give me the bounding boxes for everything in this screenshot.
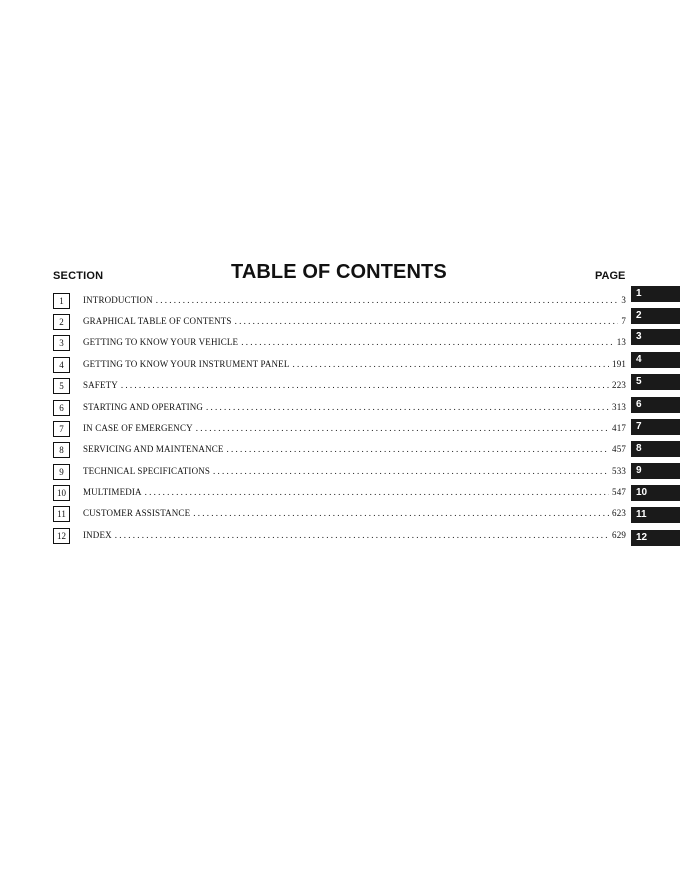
toc-entry[interactable] bbox=[83, 295, 626, 309]
toc-entry[interactable] bbox=[83, 466, 626, 480]
toc-row-6[interactable] bbox=[0, 397, 680, 417]
toc-entry[interactable] bbox=[83, 402, 626, 416]
toc-entry-page: 223 bbox=[612, 380, 626, 390]
toc-entry-page: 191 bbox=[612, 359, 626, 369]
toc-entry-page: 629 bbox=[612, 530, 626, 540]
section-column-label: SECTION bbox=[53, 270, 104, 282]
section-tab[interactable]: 4 bbox=[631, 352, 680, 368]
section-number-box: 6 bbox=[53, 400, 70, 416]
toc-entry-title[interactable]: CUSTOMER ASSISTANCE bbox=[83, 508, 191, 518]
toc-entry[interactable] bbox=[83, 508, 626, 522]
toc-entry-title[interactable]: MULTIMEDIA bbox=[83, 487, 142, 497]
section-number-box: 12 bbox=[53, 528, 70, 544]
toc-row-1[interactable] bbox=[0, 290, 680, 310]
toc-row-12[interactable] bbox=[0, 525, 680, 545]
toc-entry-title[interactable]: TECHNICAL SPECIFICATIONS bbox=[83, 466, 211, 476]
toc-row-2[interactable] bbox=[0, 311, 680, 331]
section-tab[interactable]: 5 bbox=[631, 374, 680, 390]
toc-entry[interactable] bbox=[83, 337, 626, 351]
toc-row-3[interactable] bbox=[0, 332, 680, 352]
section-number-box: 4 bbox=[53, 357, 70, 373]
section-number-box: 7 bbox=[53, 421, 70, 437]
toc-entry-title[interactable]: GETTING TO KNOW YOUR VEHICLE bbox=[83, 337, 239, 347]
section-number-box: 1 bbox=[53, 293, 70, 309]
dot-leader bbox=[206, 402, 609, 412]
toc-entry-page: 7 bbox=[621, 316, 626, 326]
section-number-box: 5 bbox=[53, 378, 70, 394]
section-tab[interactable]: 9 bbox=[631, 463, 680, 479]
toc-entry-title[interactable]: SERVICING AND MAINTENANCE bbox=[83, 444, 224, 454]
section-tab[interactable]: 12 bbox=[631, 530, 680, 546]
toc-entry-title[interactable]: STARTING AND OPERATING bbox=[83, 402, 204, 412]
dot-leader bbox=[235, 316, 619, 326]
section-tab[interactable]: 10 bbox=[631, 485, 680, 501]
section-number-box: 2 bbox=[53, 314, 70, 330]
toc-entry[interactable] bbox=[83, 380, 626, 394]
toc-entry-title[interactable]: GRAPHICAL TABLE OF CONTENTS bbox=[83, 316, 232, 326]
toc-entry-page: 417 bbox=[612, 423, 626, 433]
toc-entry-title[interactable]: INDEX bbox=[83, 530, 112, 540]
section-number-box: 11 bbox=[53, 506, 70, 522]
section-tab[interactable]: 3 bbox=[631, 329, 680, 345]
toc-entry-title[interactable]: GETTING TO KNOW YOUR INSTRUMENT PANEL bbox=[83, 359, 290, 369]
toc-entry[interactable] bbox=[83, 423, 626, 437]
section-tab[interactable]: 1 bbox=[631, 286, 680, 302]
section-tab[interactable]: 6 bbox=[631, 397, 680, 413]
section-number-box: 3 bbox=[53, 335, 70, 351]
dot-leader bbox=[145, 487, 609, 497]
dot-leader bbox=[193, 508, 609, 518]
section-number-box: 10 bbox=[53, 485, 70, 501]
dot-leader bbox=[213, 466, 609, 476]
toc-entry-title[interactable]: INTRODUCTION bbox=[83, 295, 153, 305]
toc-entry[interactable] bbox=[83, 359, 626, 373]
dot-leader bbox=[156, 295, 619, 305]
toc-row-9[interactable] bbox=[0, 461, 680, 481]
dot-leader bbox=[227, 444, 610, 454]
toc-row-10[interactable] bbox=[0, 482, 680, 502]
toc-row-11[interactable] bbox=[0, 503, 680, 523]
toc-entry[interactable] bbox=[83, 444, 626, 458]
dot-leader bbox=[115, 530, 609, 540]
page-title: TABLE OF CONTENTS bbox=[231, 261, 447, 283]
dot-leader bbox=[121, 380, 609, 390]
toc-entry-page: 547 bbox=[612, 487, 626, 497]
toc-entry-page: 623 bbox=[612, 508, 626, 518]
toc-entry[interactable] bbox=[83, 530, 626, 544]
section-tab[interactable]: 8 bbox=[631, 441, 680, 457]
dot-leader bbox=[292, 359, 609, 369]
toc-entry-page: 457 bbox=[612, 444, 626, 454]
page-column-label: PAGE bbox=[595, 270, 626, 282]
toc-row-7[interactable] bbox=[0, 418, 680, 438]
toc-row-8[interactable] bbox=[0, 439, 680, 459]
section-tab[interactable]: 2 bbox=[631, 308, 680, 324]
toc-entry-page: 13 bbox=[616, 337, 626, 347]
toc-entry-title[interactable]: IN CASE OF EMERGENCY bbox=[83, 423, 193, 433]
toc-row-4[interactable] bbox=[0, 354, 680, 374]
toc-entry-page: 533 bbox=[612, 466, 626, 476]
section-tab[interactable]: 7 bbox=[631, 419, 680, 435]
toc-entry[interactable] bbox=[83, 487, 626, 501]
toc-entry-page: 3 bbox=[621, 295, 626, 305]
toc-entry-title[interactable]: SAFETY bbox=[83, 380, 118, 390]
section-number-box: 9 bbox=[53, 464, 70, 480]
toc-entry[interactable] bbox=[83, 316, 626, 330]
dot-leader bbox=[241, 337, 614, 347]
section-tab[interactable]: 11 bbox=[631, 507, 680, 523]
section-number-box: 8 bbox=[53, 442, 70, 458]
toc-row-5[interactable] bbox=[0, 375, 680, 395]
toc-entry-page: 313 bbox=[612, 402, 626, 412]
dot-leader bbox=[196, 423, 609, 433]
